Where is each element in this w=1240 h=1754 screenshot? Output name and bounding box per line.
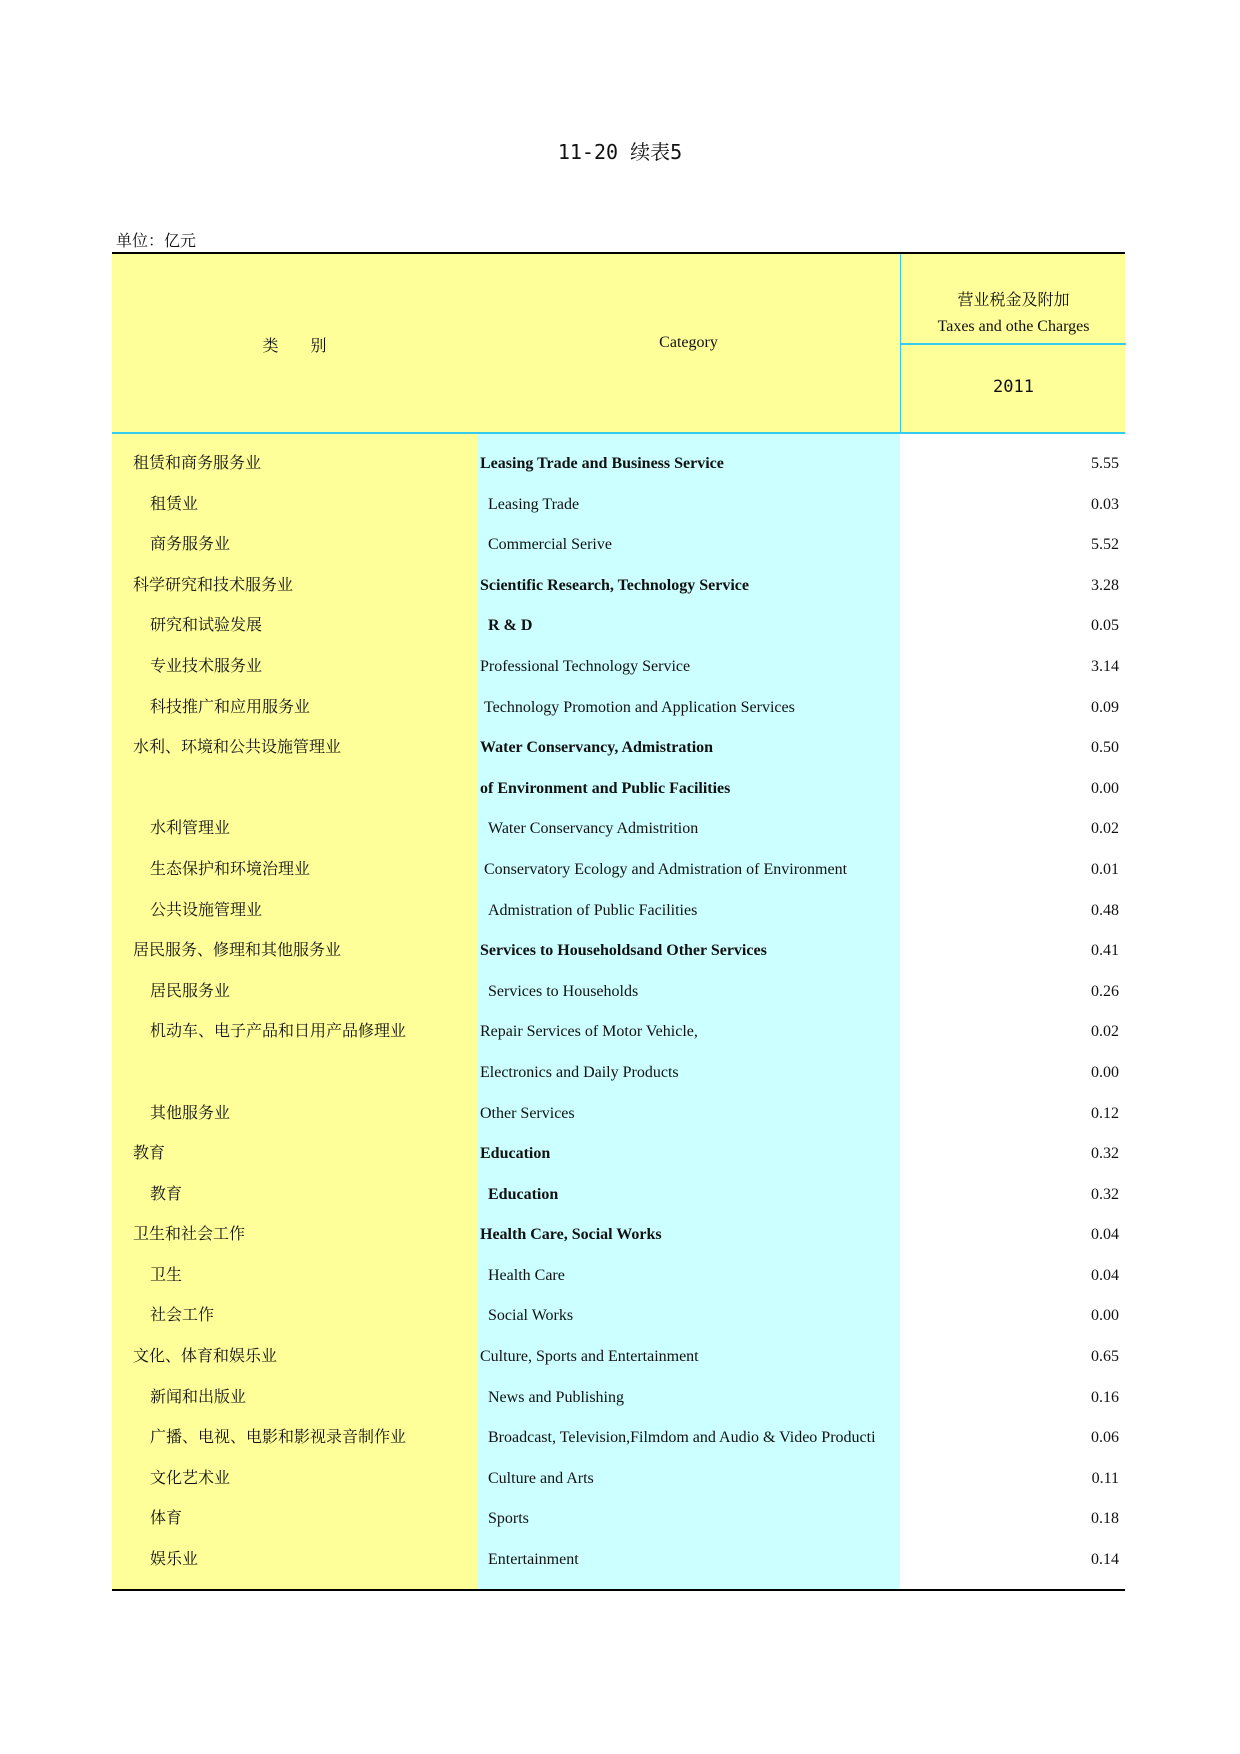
header-value-title — [901, 254, 1126, 345]
table-row-cn: 体育 — [150, 1510, 183, 1528]
table-row-cn: 教育 — [133, 1145, 166, 1163]
table-row-en: Leasing Trade — [488, 495, 580, 513]
table-row-value: 0.00 — [1091, 1307, 1119, 1325]
header-category-cn: 类 别 — [262, 338, 327, 355]
header-value-column — [900, 254, 1126, 432]
table-row-cn: 教育 — [150, 1185, 183, 1203]
table-row-cn: 文化、体育和娱乐业 — [133, 1348, 278, 1366]
table-row-cn: 商务服务业 — [150, 536, 231, 554]
table-row-value: 0.32 — [1091, 1145, 1119, 1163]
table-row-en: Broadcast, Television,Filmdom and Audio & Video Producti — [488, 1429, 876, 1447]
table-row-cn: 其他服务业 — [150, 1104, 231, 1122]
table-row-value: 0.02 — [1091, 820, 1119, 838]
column-values — [900, 434, 1125, 1589]
table-row-cn: 专业技术服务业 — [150, 657, 263, 675]
table-row-value: 0.12 — [1091, 1104, 1119, 1122]
data-table — [112, 252, 1125, 1591]
table-body — [112, 434, 1125, 1589]
table-row-en: Culture and Arts — [488, 1469, 594, 1487]
table-row-cn: 水利管理业 — [150, 820, 231, 838]
table-row-value: 3.28 — [1091, 576, 1119, 594]
table-row-cn: 科学研究和技术服务业 — [133, 576, 294, 594]
header-year: 2011 — [993, 377, 1034, 397]
table-row-en: Culture, Sports and Entertainment — [480, 1348, 699, 1366]
table-row-en: Conservatory Ecology and Admistration of Environment — [484, 860, 848, 878]
table-row-en: Leasing Trade and Business Service — [480, 455, 724, 472]
table-row-value: 0.50 — [1091, 739, 1119, 757]
table-row-value: 0.18 — [1091, 1510, 1119, 1528]
column-category-en — [477, 434, 900, 1589]
table-row-en: Services to Households — [488, 982, 639, 1000]
table-row-value: 0.03 — [1091, 495, 1119, 513]
table-row-cn: 文化艺术业 — [150, 1469, 231, 1487]
table-row-value: 0.05 — [1091, 617, 1119, 635]
table-row-en: Other Services — [480, 1104, 575, 1122]
table-row-en: Professional Technology Service — [480, 657, 691, 675]
table-row-en: Social Works — [488, 1307, 574, 1325]
table-row-value: 3.14 — [1091, 657, 1119, 675]
table-row-value: 0.16 — [1091, 1388, 1119, 1406]
table-row-cn: 公共设施管理业 — [150, 901, 263, 919]
table-row-value: 0.26 — [1091, 982, 1119, 1000]
table-row-value: 0.06 — [1091, 1429, 1119, 1447]
table-row-en: Commercial Serive — [488, 536, 612, 554]
table-row-value: 0.04 — [1091, 1266, 1119, 1284]
table-row-en: Entertainment — [488, 1551, 579, 1569]
table-row-cn: 机动车、电子产品和日用产品修理业 — [150, 1023, 407, 1041]
table-row-en: Health Care, Social Works — [480, 1226, 662, 1244]
table-row-en: Water Conservancy, Admistration — [480, 739, 714, 757]
table-row-cn: 租赁和商务服务业 — [133, 455, 262, 472]
table-row-value: 0.09 — [1091, 698, 1119, 716]
table-row-cn: 居民服务业 — [150, 982, 231, 1000]
table-row-cn: 居民服务、修理和其他服务业 — [133, 942, 342, 960]
table-row-value: 0.41 — [1091, 942, 1119, 960]
table-row-cn: 租赁业 — [150, 495, 199, 513]
table-row-cn: 科技推广和应用服务业 — [150, 698, 311, 716]
table-row-en: Technology Promotion and Application Services — [484, 698, 795, 716]
table-row-en: Electronics and Daily Products — [480, 1063, 679, 1081]
table-row-cn: 娱乐业 — [150, 1551, 199, 1569]
table-row-en: Water Conservancy Admistrition — [488, 820, 699, 838]
table-row-en: R & D — [488, 617, 533, 635]
table-row-value: 0.65 — [1091, 1348, 1119, 1366]
table-row-value: 0.01 — [1091, 860, 1119, 878]
table-row-cn: 水利、环境和公共设施管理业 — [133, 739, 342, 757]
unit-label: 单位：亿元 — [116, 233, 197, 250]
table-row-value: 0.02 — [1091, 1023, 1119, 1041]
table-row-en: News and Publishing — [488, 1388, 624, 1406]
table-row-en: Services to Householdsand Other Services — [480, 942, 767, 960]
table-row-value: 0.14 — [1091, 1551, 1119, 1569]
header-category-en: Category — [659, 334, 718, 351]
table-row-cn: 社会工作 — [150, 1307, 215, 1325]
table-row-en: Education — [488, 1185, 559, 1203]
table-row-en: Admistration of Public Facilities — [488, 901, 698, 919]
table-row-value: 0.04 — [1091, 1226, 1119, 1244]
table-row-en: of Environment and Public Facilities — [480, 779, 731, 797]
table-row-cn: 研究和试验发展 — [150, 617, 263, 635]
table-row-en: Education — [480, 1145, 551, 1163]
table-row-value: 5.55 — [1091, 455, 1119, 472]
table-row-en: Repair Services of Motor Vehicle, — [480, 1023, 698, 1041]
page-title: 11-20 续表5 — [557, 140, 683, 164]
table-row-en: Sports — [488, 1510, 529, 1528]
header-value-en: Taxes and othe Charges — [937, 318, 1090, 335]
table-row-value: 0.00 — [1091, 779, 1119, 797]
table-row-en: Scientific Research, Technology Service — [480, 576, 749, 594]
table-row-value: 5.52 — [1091, 536, 1119, 554]
header-value-cn: 营业税金及附加 — [957, 292, 1070, 309]
table-row-cn — [112, 769, 477, 810]
table-row-cn: 广播、电视、电影和影视录音制作业 — [150, 1429, 407, 1447]
column-category-cn — [112, 434, 477, 1589]
table-row-value: 0.11 — [1091, 1469, 1119, 1487]
table-row-cn: 新闻和出版业 — [150, 1388, 247, 1406]
table-row-cn: 生态保护和环境治理业 — [150, 860, 311, 878]
table-header — [112, 254, 1125, 434]
table-row-value: 0.48 — [1091, 901, 1119, 919]
table-row-value: 0.32 — [1091, 1185, 1119, 1203]
table-row-en: Health Care — [488, 1266, 565, 1284]
table-row-cn: 卫生 — [150, 1266, 183, 1284]
table-row-cn: 卫生和社会工作 — [133, 1226, 246, 1244]
table-row-value: 0.00 — [1091, 1063, 1119, 1081]
table-row-cn — [112, 1053, 477, 1094]
bottom-rule — [112, 1589, 1125, 1591]
